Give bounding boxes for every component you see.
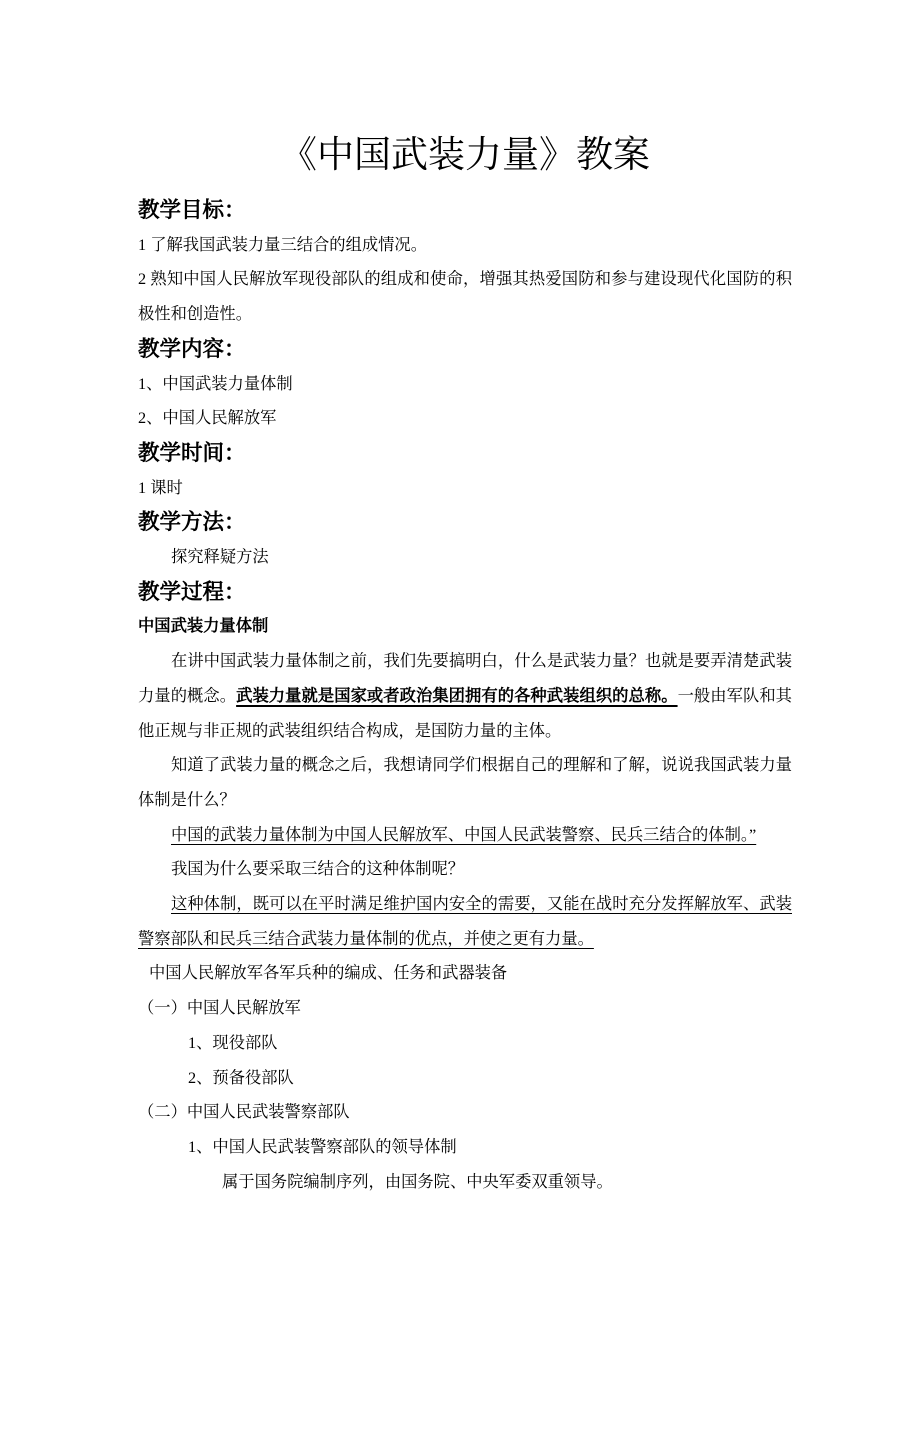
outline-item-armed-police: （二）中国人民武装警察部队 bbox=[138, 1102, 350, 1122]
method-value: 探究释疑方法 bbox=[171, 547, 269, 567]
heading-teaching-goals: 教学目标： bbox=[138, 198, 246, 222]
concept-intro-text: 在讲中国武装力量体制之前，我们先要搞明白，什么是武装力量？也就是要弄清楚武装力量的概念。 bbox=[138, 651, 792, 705]
subheading-armed-forces-system: 中国武装力量体制 bbox=[138, 617, 269, 636]
outline-item-police-leadership-note: 属于国务院编制序列，由国务院、中央军委双重领导。 bbox=[222, 1171, 613, 1191]
outline-item-reserve-forces: 2、预备役部队 bbox=[188, 1067, 294, 1087]
paragraph-question-2: 我国为什么要采取三结合的这种体制呢？ bbox=[171, 859, 465, 879]
outline-item-pla: （一）中国人民解放军 bbox=[138, 998, 301, 1018]
paragraph-answer-2: 这种体制，既可以在平时满足维护国内安全的需要，又能在战时充分发挥解放军、武装警察部队和民兵三结合武装力量体制的优点，并使之更有力量。 bbox=[138, 894, 792, 948]
goal-item-2: 2 熟知中国人民解放军现役部队的组成和使命，增强其热爱国防和参与建设现代化国防的积极性和创造性。 bbox=[138, 269, 792, 324]
outline-item-active-forces: 1、现役部队 bbox=[188, 1032, 278, 1052]
heading-teaching-process: 教学过程： bbox=[138, 579, 246, 604]
outline-item-police-leadership: 1、中国人民武装警察部队的领导体制 bbox=[188, 1136, 457, 1156]
content-item-1: 1、中国武装力量体制 bbox=[138, 373, 293, 393]
heading-teaching-time: 教学时间： bbox=[138, 440, 246, 465]
heading-teaching-content: 教学内容： bbox=[138, 336, 246, 361]
time-value: 1 课时 bbox=[138, 477, 183, 497]
paragraph-question-1: 知道了武装力量的概念之后，我想请同学们根据自己的理解和了解，说说我国武装力量体制是什么？ bbox=[138, 755, 792, 809]
heading-teaching-method: 教学方法： bbox=[138, 510, 246, 535]
content-item-2: 2、中国人民解放军 bbox=[138, 408, 277, 428]
document-body bbox=[138, 193, 792, 1199]
document-page bbox=[0, 128, 792, 1199]
document-title: 《中国武装力量》教案 bbox=[280, 135, 650, 176]
concept-definition-text: 武装力量就是国家或者政治集团拥有的各种武装组织的总称。 bbox=[236, 685, 678, 705]
goal-item-1: 1 了解我国武装力量三结合的组成情况。 bbox=[138, 234, 427, 254]
outline-section-title: 中国人民解放军各军兵种的编成、任务和武器装备 bbox=[149, 963, 508, 983]
concept-outro-text: 一般由军队和其他正规与非正规的武装组织结合构成，是国防力量的主体。 bbox=[138, 685, 792, 740]
paragraph-concept bbox=[138, 644, 792, 748]
paragraph-answer-1: 中国的武装力量体制为中国人民解放军、中国人民武装警察、民兵三结合的体制。” bbox=[171, 824, 757, 844]
